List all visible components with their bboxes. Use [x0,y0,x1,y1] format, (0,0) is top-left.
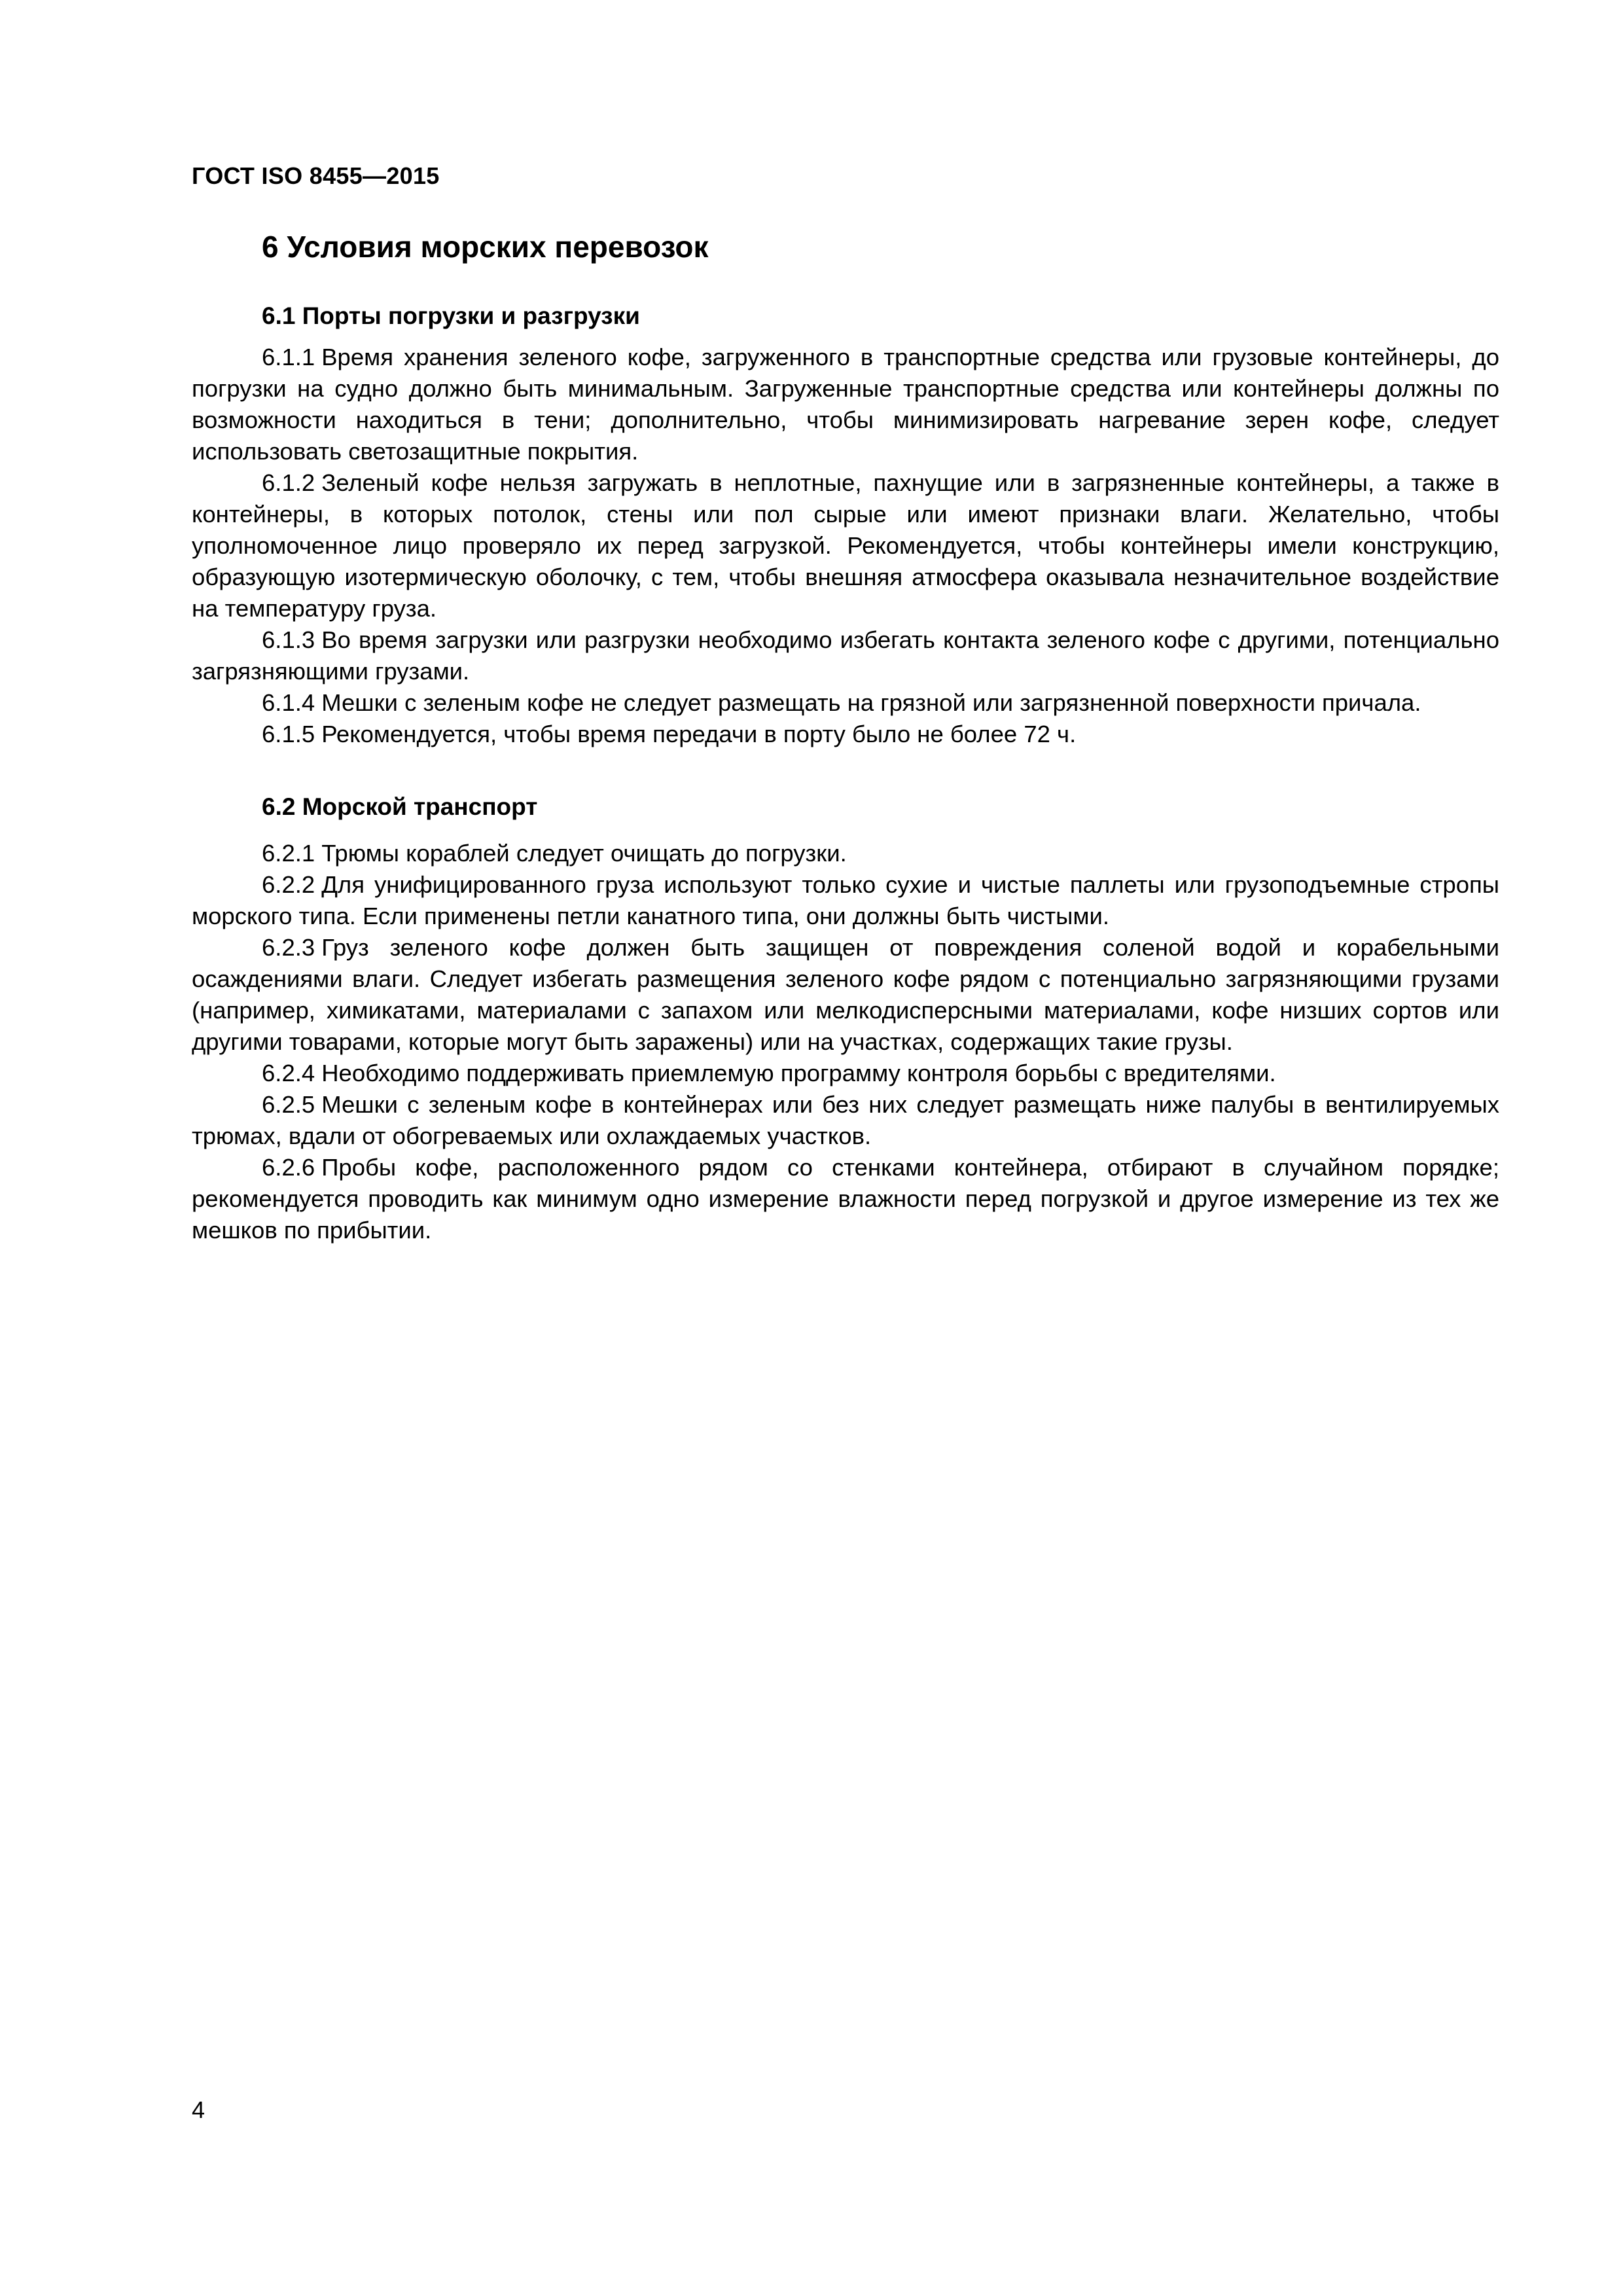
section-title: 6 Условия морских перевозок [262,230,709,264]
paragraph-text: Рекомендуется, чтобы время передачи в порту было не более 72 ч. [321,721,1077,747]
paragraph-text: Мешки с зеленым кофе в контейнерах или без них следует размещать ниже палубы в вентилируемых трюмах, вдали от обогреваемых или охлаждаемых участков. [192,1091,1499,1149]
paragraph-text: Трюмы кораблей следует очищать до погрузки. [321,840,847,867]
paragraph-number: 6.2.3 [262,934,315,961]
subsection-body-ports [192,342,1499,750]
paragraph-6-2-6 [192,1152,1499,1246]
paragraph-6-1-5 [192,719,1499,750]
paragraph-6-1-1 [192,342,1499,467]
paragraph-number: 6.1.5 [262,721,315,747]
paragraph-text: Для унифицированного груза используют только сухие и чистые паллеты или грузоподъемные стропы морского типа. Если применены петли канатного типа, они должны быть чистыми. [192,871,1499,929]
paragraph-6-1-4 [192,687,1499,719]
paragraph-6-2-3 [192,932,1499,1058]
page-number: 4 [192,2096,205,2123]
paragraph-number: 6.2.6 [262,1154,315,1181]
paragraph-text: Зеленый кофе нельзя загружать в неплотные, пахнущие или в загрязненные контейнеры, а также в контейнеры, в которых потолок, стены или пол сырые или имеют признаки влаги. Желательно, чтобы уполномоченное лицо проверяло их перед загрузкой. Рекомендуется, чтобы контейнеры имели конструкцию, образующую изотермическую оболочку, с тем, чтобы внешняя атмосфера оказывала незначительное воздействие на температуру груза. [192,469,1499,622]
paragraph-6-2-1 [192,838,1499,869]
subsection-title-sea-transport: 6.2 Морской транспорт [262,793,538,820]
paragraph-number: 6.1.2 [262,469,315,496]
paragraph-text: Время хранения зеленого кофе, загруженного в транспортные средства или грузовые контейнеры, до погрузки на судно должно быть минимальным. Загруженные транспортные средства или контейнеры должны по возможности находиться в тени; дополнительно, чтобы минимизировать нагревание зерен кофе, следует использовать светозащитные покрытия. [192,344,1499,465]
paragraph-text: Мешки с зеленым кофе не следует размещать на грязной или загрязненной поверхности причала. [321,689,1421,716]
paragraph-number: 6.2.2 [262,871,315,898]
paragraph-number: 6.2.4 [262,1060,315,1086]
paragraph-6-1-2 [192,467,1499,624]
paragraph-text: Пробы кофе, расположенного рядом со стенками контейнера, отбирают в случайном порядке; рекомендуется проводить как минимум одно измерение влажности перед погрузкой и другое измерение из тех же мешков по прибытии. [192,1154,1499,1244]
paragraph-text: Необходимо поддерживать приемлемую программу контроля борьбы с вредителями. [321,1060,1276,1086]
paragraph-text: Груз зеленого кофе должен быть защищен от повреждения соленой водой и корабельными осаждениями влаги. Следует избегать размещения зеленого кофе рядом с потенциально загрязняющими грузами (например, химикатами, материалами с запахом или мелкодисперсными материалами, кофе низших сортов или другими товарами, которые могут быть заражены) или на участках, содержащих такие грузы. [192,934,1499,1055]
document-code: ГОСТ ISO 8455—2015 [192,162,440,189]
subsection-body-sea-transport [192,838,1499,1246]
paragraph-6-2-4 [192,1058,1499,1089]
paragraph-6-1-3 [192,624,1499,687]
paragraph-number: 6.1.1 [262,344,315,370]
paragraph-number: 6.1.3 [262,626,315,653]
subsection-title-ports: 6.1 Порты погрузки и разгрузки [262,302,640,329]
paragraph-number: 6.1.4 [262,689,315,716]
paragraph-number: 6.2.1 [262,840,315,867]
paragraph-6-2-5 [192,1089,1499,1152]
paragraph-text: Во время загрузки или разгрузки необходимо избегать контакта зеленого кофе с другими, потенциально загрязняющими грузами. [192,626,1499,685]
paragraph-number: 6.2.5 [262,1091,315,1118]
paragraph-6-2-2 [192,869,1499,932]
